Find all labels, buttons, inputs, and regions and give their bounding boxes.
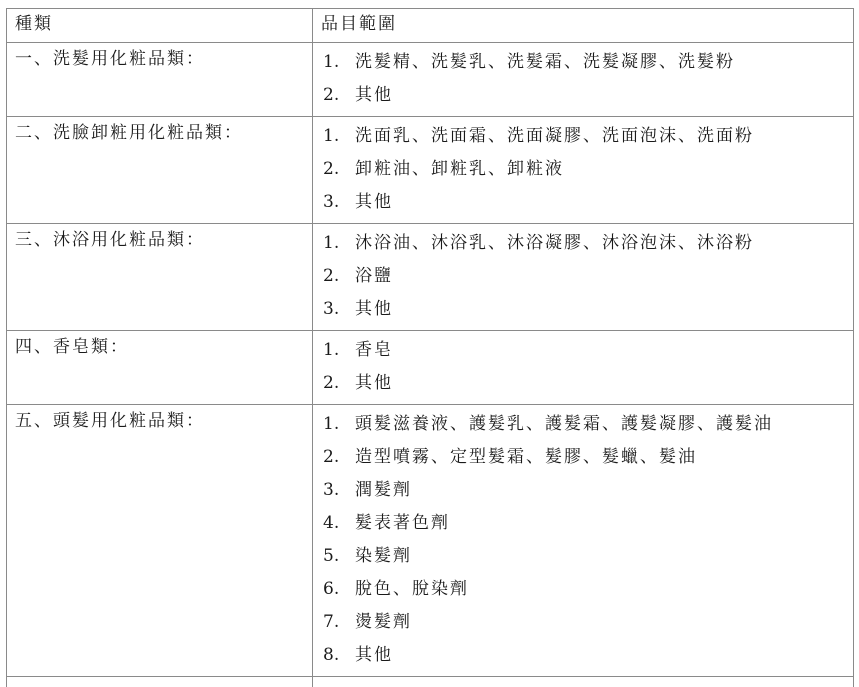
list-item <box>323 260 853 293</box>
item-number: 3. <box>323 186 355 219</box>
item-text: 洗髮精、洗髮乳、洗髮霜、洗髮凝膠、洗髮粉 <box>355 52 735 72</box>
item-number: 2. <box>323 441 355 474</box>
item-number: 1. <box>323 334 355 367</box>
list-item <box>323 334 853 367</box>
category-cell <box>7 117 313 224</box>
table-row <box>7 405 854 677</box>
item-number: 7. <box>323 606 355 639</box>
table-row-partial <box>7 677 854 687</box>
category-label: 三、沐浴用化粧品類： <box>7 224 312 251</box>
item-text: 造型噴霧、定型髮霜、髮膠、髮蠟、髮油 <box>355 447 697 467</box>
item-list <box>313 224 853 330</box>
item-text: 燙髮劑 <box>355 612 412 632</box>
list-item <box>323 46 853 79</box>
list-item <box>323 79 853 112</box>
list-item <box>323 408 853 441</box>
item-text: 香皂 <box>355 340 393 360</box>
category-label: 二、洗臉卸粧用化粧品類： <box>7 117 312 144</box>
item-number: 3. <box>323 474 355 507</box>
header-cell-items <box>313 9 854 43</box>
item-text: 其他 <box>355 299 393 319</box>
item-number: 1. <box>323 227 355 260</box>
list-item <box>323 540 853 573</box>
item-text: 頭髮滋養液、護髮乳、護髮霜、護髮凝膠、護髮油 <box>355 414 773 434</box>
cosmetics-category-table <box>6 8 854 687</box>
items-cell <box>313 43 854 117</box>
list-item <box>323 367 853 400</box>
item-list <box>313 405 853 676</box>
items-cell-partial <box>313 677 854 687</box>
list-item <box>323 293 853 326</box>
table-row <box>7 43 854 117</box>
item-text: 洗面乳、洗面霜、洗面凝膠、洗面泡沫、洗面粉 <box>355 126 754 146</box>
header-category: 種類 <box>7 9 312 35</box>
category-label: 四、香皂類： <box>7 331 312 358</box>
items-cell <box>313 331 854 405</box>
item-number: 3. <box>323 293 355 326</box>
header-cell-category <box>7 9 313 43</box>
items-cell <box>313 405 854 677</box>
item-number: 2. <box>323 260 355 293</box>
item-number: 1. <box>323 408 355 441</box>
category-cell <box>7 331 313 405</box>
item-number: 1. <box>323 120 355 153</box>
item-text: 其他 <box>355 645 393 665</box>
item-number: 2. <box>323 79 355 112</box>
category-label: 五、頭髮用化粧品類： <box>7 405 312 432</box>
item-number: 4. <box>323 507 355 540</box>
category-cell <box>7 43 313 117</box>
category-cell-partial <box>7 677 313 687</box>
list-item <box>323 153 853 186</box>
item-number: 8. <box>323 639 355 672</box>
items-cell <box>313 117 854 224</box>
table-row <box>7 117 854 224</box>
item-text: 髮表著色劑 <box>355 513 450 533</box>
list-item <box>323 639 853 672</box>
item-text: 潤髮劑 <box>355 480 412 500</box>
table-header-row <box>7 9 854 43</box>
item-text: 其他 <box>355 85 393 105</box>
category-cell <box>7 405 313 677</box>
list-item <box>323 474 853 507</box>
item-list <box>313 117 853 223</box>
item-number: 1. <box>323 46 355 79</box>
item-text: 浴鹽 <box>355 266 393 286</box>
list-item <box>323 606 853 639</box>
list-item <box>323 186 853 219</box>
list-item <box>323 573 853 606</box>
item-list <box>313 43 853 116</box>
item-number: 5. <box>323 540 355 573</box>
items-cell <box>313 224 854 331</box>
item-text: 染髮劑 <box>355 546 412 566</box>
item-number: 2. <box>323 367 355 400</box>
list-item <box>323 227 853 260</box>
item-text: 其他 <box>355 373 393 393</box>
category-cell <box>7 224 313 331</box>
item-number: 2. <box>323 153 355 186</box>
item-text: 卸粧油、卸粧乳、卸粧液 <box>355 159 564 179</box>
list-item <box>323 120 853 153</box>
item-list <box>313 331 853 404</box>
document <box>6 8 853 687</box>
list-item <box>323 441 853 474</box>
item-text: 沐浴油、沐浴乳、沐浴凝膠、沐浴泡沫、沐浴粉 <box>355 233 754 253</box>
item-number: 6. <box>323 573 355 606</box>
table-row <box>7 224 854 331</box>
table-row <box>7 331 854 405</box>
item-text: 其他 <box>355 192 393 212</box>
category-label: 一、洗髮用化粧品類： <box>7 43 312 70</box>
item-text: 脫色、脫染劑 <box>355 579 469 599</box>
list-item <box>323 507 853 540</box>
header-item-scope: 品目範圍 <box>313 9 853 35</box>
